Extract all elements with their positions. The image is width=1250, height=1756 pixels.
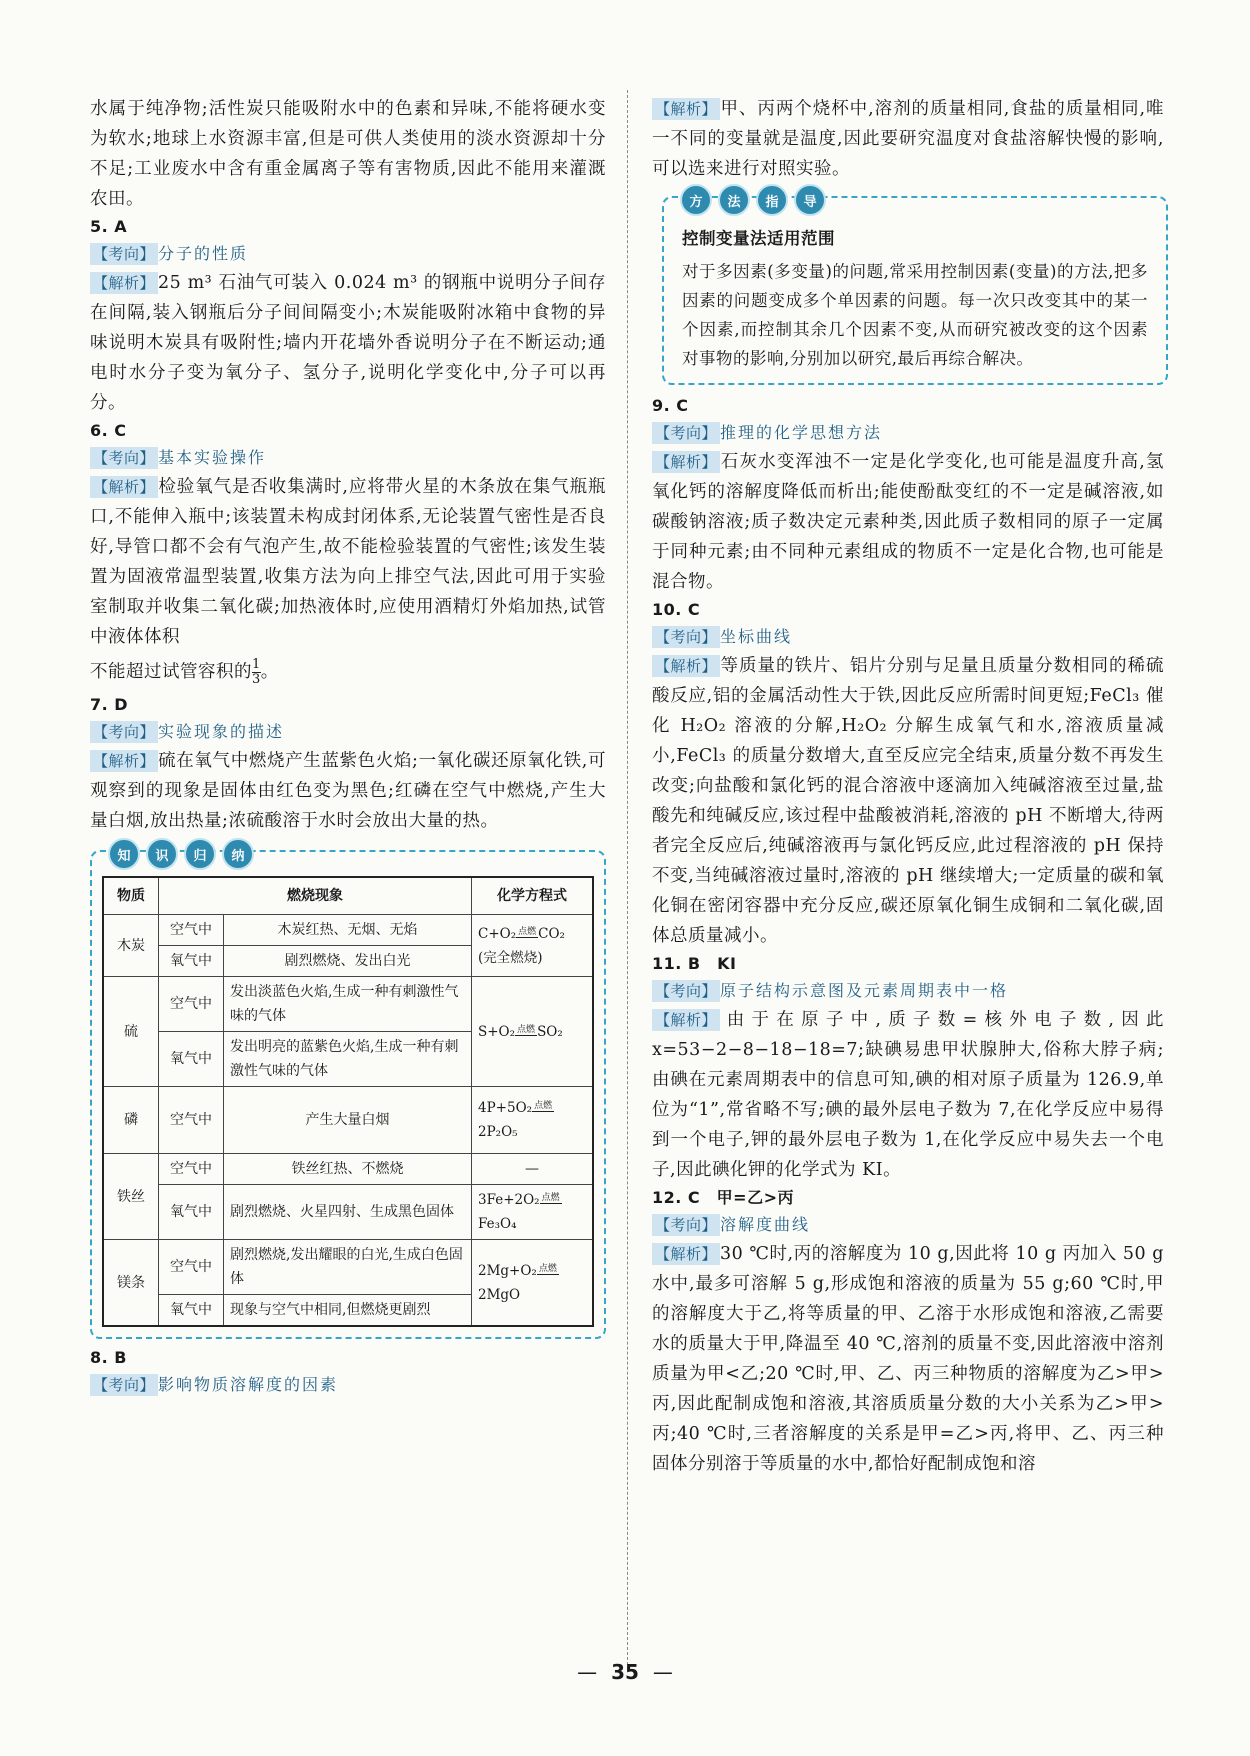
eq-condition: 点燃: [517, 1024, 536, 1035]
header-phenomenon: 燃烧现象: [159, 877, 472, 915]
equation-cell: [472, 1240, 594, 1327]
q6-topic: 基本实验操作: [158, 448, 267, 467]
q10-topic-tag: 【考向】: [652, 626, 720, 648]
column-divider: [627, 90, 628, 1670]
q11-topic-tag: 【考向】: [652, 980, 720, 1002]
fraction-numerator: 1: [252, 657, 261, 672]
header-substance: 物质: [103, 877, 159, 915]
q6-topic-line: [90, 444, 606, 472]
q6-analysis-tail: [90, 652, 606, 692]
badge-char: 方: [680, 184, 712, 216]
fraction-denominator: 3: [252, 672, 261, 687]
substance-cell: 铁丝: [103, 1154, 159, 1240]
q10-analysis-text: 等质量的铁片、铝片分别与足量且质量分数相同的稀硫酸反应,铝的金属活动性大于铁,因此反应所需时间更短;FeCl₃ 催化 H₂O₂ 溶液的分解,H₂O₂ 分解生成氧气和水,溶液质量减小,FeCl₃ 的质量分数增大,直至反应完全结束,质量分数不再发生改变;向盐酸和氯化钙的混合溶液中逐滴加入纯碱溶液至过量,盐酸先和纯碱反应,该过程中盐酸被消耗,溶液的 pH 不断增大,待两者完全反应后,纯碱溶液再与氯化钙反应,此过程溶液的 pH 保持不变,当纯碱溶液过量时,溶液的 pH 继续增大;一定质量的碳和氧化铜在密闭容器中充分反应,碳还原氧化铜生成铜和二氧化碳,固体总质量减小。: [652, 656, 1164, 946]
table-header-row: [103, 877, 593, 915]
q7-topic: 实验现象的描述: [158, 722, 285, 741]
q12-topic: 溶解度曲线: [720, 1215, 811, 1234]
q6-topic-tag: 【考向】: [90, 447, 158, 469]
phenomenon-cell: 木炭红热、无烟、无焰: [224, 915, 472, 946]
equation-cell: [472, 1185, 594, 1240]
q11-analysis-tag: 【解析】: [652, 1009, 720, 1031]
condition-cell: 氧气中: [159, 946, 224, 977]
q5-topic-line: [90, 240, 606, 268]
q5-analysis-tag: 【解析】: [90, 272, 158, 294]
eq-products: CO₂: [538, 925, 565, 942]
combustion-table: [102, 876, 594, 1327]
table-row: [103, 1154, 593, 1185]
q7-analysis-text: 硫在氧气中燃烧产生蓝紫色火焰;一氧化碳还原氧化铁,可观察到的现象是固体由红色变为黑色;红磷在空气中燃烧,产生大量白烟,放出热量;浓硫酸溶于水时会放出大量的热。: [90, 751, 606, 831]
q7-topic-tag: 【考向】: [90, 721, 158, 743]
badge-char: 归: [184, 838, 216, 870]
eq-reactants: 3Fe+2O₂: [478, 1192, 540, 1208]
q8-topic: 影响物质溶解度的因素: [158, 1375, 339, 1394]
badge-char: 指: [756, 184, 788, 216]
q12-topic-line: [652, 1211, 1164, 1239]
equation-cell: [472, 977, 594, 1087]
eq-products: 2P₂O₅: [478, 1124, 518, 1140]
guide-title: 控制变量法适用范围: [682, 229, 835, 248]
q6-analysis: [90, 472, 606, 652]
q11-analysis: [652, 1005, 1164, 1185]
condition-cell: 空气中: [159, 1240, 224, 1295]
q12-topic-tag: 【考向】: [652, 1214, 720, 1236]
q9-topic-line: [652, 419, 1164, 447]
method-guide-box: [662, 196, 1168, 385]
q7-analysis-tag: 【解析】: [90, 750, 158, 772]
eq-reactants: C+O₂: [478, 925, 517, 942]
table-row: [103, 1087, 593, 1154]
q10-topic: 坐标曲线: [720, 627, 793, 646]
q7-answer: 7. D: [90, 695, 129, 714]
page-number: [0, 1660, 1250, 1684]
q5-analysis-text: 25 m³ 石油气可装入 0.024 m³ 的钢瓶中说明分子间存在间隔,装入钢瓶后分子间间隔变小;木炭能吸附冰箱中食物的异味说明木炭具有吸附性;墙内开花墙外香说明分子在不断运动;通电时水分子变为氧分子、氢分子,说明化学变化中,分子可以再分。: [90, 273, 606, 413]
equation-cell: —: [472, 1154, 594, 1185]
equation-cell: [472, 1087, 594, 1154]
phenomenon-cell: 剧烈燃烧、火星四射、生成黑色固体: [224, 1185, 472, 1240]
phenomenon-cell: 发出淡蓝色火焰,生成一种有刺激性气味的气体: [224, 977, 472, 1032]
q8-answer: 8. B: [90, 1348, 127, 1367]
badge-char: 纳: [222, 838, 254, 870]
phenomenon-cell: 发出明亮的蓝紫色火焰,生成一种有刺激性气味的气体: [224, 1032, 472, 1087]
eq-condition: 点燃: [534, 1101, 553, 1111]
q12-analysis-text: 30 ℃时,丙的溶解度为 10 g,因此将 10 g 丙加入 50 g 水中,最多可溶解 5 g,形成饱和溶液的质量为 55 g;60 ℃时,甲的溶解度大于乙,将等质量的甲、乙溶于水形成饱和溶液,乙需要水的质量大于甲,降温至 40 ℃,溶剂的质量不变,因此溶液中溶剂质量为甲<乙;20 ℃时,甲、乙、丙三种物质的溶解度为乙>甲>丙,因此配制成饱和溶液,其溶质质量分数的大小关系为乙>甲>丙;40 ℃时,三者溶解度的关系是甲=乙>丙,将甲、乙、丙三种固体分别溶于等质量的水中,都恰好配制成饱和溶: [652, 1244, 1164, 1474]
badge-char: 法: [718, 184, 750, 216]
q10-analysis-tag: 【解析】: [652, 655, 720, 677]
q5-topic: 分子的性质: [158, 244, 249, 263]
eq-condition: 点燃: [538, 1263, 557, 1274]
q6-analysis-text: 检验氧气是否收集满时,应将带火星的木条放在集气瓶瓶口,不能伸入瓶中;该装置未构成封闭体系,无论装置气密性是否良好,导管口都不会有气泡产生,故不能检验装置的气密性;该发生装置为固液常温型装置,收集方法为向上排空气法,因此可用于实验室制取并收集二氧化碳;加热液体时,应使用酒精灯外焰加热,试管中液体体积: [90, 477, 606, 647]
phenomenon-cell: 铁丝红热、不燃烧: [224, 1154, 472, 1185]
eq-products: SO₂: [537, 1023, 563, 1040]
q9-analysis: [652, 447, 1164, 597]
eq-reactants: 2Mg+O₂: [478, 1262, 537, 1279]
q9-topic: 推理的化学思想方法: [720, 423, 883, 442]
q6-tail-end: 。: [260, 662, 279, 682]
badge-char: 导: [794, 184, 826, 216]
condition-cell: 氧气中: [159, 1185, 224, 1240]
eq-reactants: 4P+5O₂: [478, 1100, 533, 1116]
q11-analysis-text: 由于在原子中,质子数=核外电子数,因此 x=53−2−8−18−18=7;缺碘易患甲状腺肿大,俗称大脖子病;由碘在元素周期表中的信息可知,碘的相对原子质量为 126.9,单位为“1”,常省略不写;碘的最外层电子数为 7,在化学反应中易得到一个电子,钾的最外层电子数为 1,在化学反应中易失去一个电子,因此碘化钾的化学式为 KI。: [652, 1010, 1164, 1180]
phenomenon-cell: 剧烈燃烧、发出白光: [224, 946, 472, 977]
condition-cell: 空气中: [159, 1154, 224, 1185]
q9-answer: 9. C: [652, 396, 689, 415]
left-column: [90, 94, 606, 1399]
q12-analysis-tag: 【解析】: [652, 1243, 720, 1265]
condition-cell: 氧气中: [159, 1295, 224, 1327]
phenomenon-cell: 现象与空气中相同,但燃烧更剧烈: [224, 1295, 472, 1327]
phenomenon-cell: 剧烈燃烧,发出耀眼的白光,生成白色固体: [224, 1240, 472, 1295]
q12-answer: 12. C 甲=乙>丙: [652, 1188, 794, 1207]
page-number-text: 35: [611, 1660, 639, 1684]
q11-topic-line: [652, 977, 1164, 1005]
q7-analysis: [90, 746, 606, 836]
knowledge-summary-box: [90, 850, 606, 1339]
eq-products: 2MgO: [478, 1286, 521, 1303]
q5-answer: 5. A: [90, 217, 128, 236]
substance-cell: 木炭: [103, 915, 159, 977]
q8-analysis: [652, 94, 1164, 184]
q6-analysis-tag: 【解析】: [90, 476, 158, 498]
q9-topic-tag: 【考向】: [652, 422, 720, 444]
right-column: [652, 94, 1164, 1479]
q5-analysis: [90, 268, 606, 418]
q8-topic-tag: 【考向】: [90, 1374, 158, 1396]
q9-analysis-tag: 【解析】: [652, 451, 720, 473]
one-third-fraction: [252, 658, 261, 687]
header-equation: 化学方程式: [472, 877, 594, 915]
q12-analysis: [652, 1239, 1164, 1479]
eq-note: (完全燃烧): [478, 949, 543, 966]
badge-char: 识: [146, 838, 178, 870]
condition-cell: 氧气中: [159, 1032, 224, 1087]
q9-analysis-text: 石灰水变浑浊不一定是化学变化,也可能是温度升高,氢氧化钙的溶解度降低而析出;能使酚酞变红的不一定是碱溶液,如碳酸钠溶液;质子数决定元素种类,因此质子数相同的原子一定属于同种元素;由不同种元素组成的物质不一定是化合物,也可能是混合物。: [652, 452, 1164, 592]
guide-badges: [680, 184, 826, 216]
eq-products: Fe₃O₄: [478, 1216, 517, 1232]
q11-answer: 11. B KI: [652, 954, 737, 973]
q8-topic-line: [90, 1371, 606, 1399]
substance-cell: 镁条: [103, 1240, 159, 1327]
guide-text: 对于多因素(多变量)的问题,常采用控制因素(变量)的方法,把多因素的问题变成多个单因素的问题。每一次只改变其中的某一个因素,而控制其余几个因素不变,从而研究被改变的这个因素对事物的影响,分别加以研究,最后再综合解决。: [682, 262, 1148, 368]
knowledge-badges: [108, 838, 254, 870]
q10-topic-line: [652, 623, 1164, 651]
table-row: [103, 915, 593, 946]
condition-cell: 空气中: [159, 977, 224, 1032]
q4-analysis-continued: 水属于纯净物;活性炭只能吸附水中的色素和异味,不能将硬水变为软水;地球上水资源丰富,但是可供人类使用的淡水资源却十分不足;工业废水中含有重金属离子等有害物质,因此不能用来灌溉农田。: [90, 99, 606, 209]
q8-analysis-text: 甲、丙两个烧杯中,溶剂的质量相同,食盐的质量相同,唯一不同的变量就是温度,因此要研究温度对食盐溶解快慢的影响,可以选来进行对照实验。: [652, 99, 1164, 179]
badge-char: 知: [108, 838, 140, 870]
condition-cell: 空气中: [159, 915, 224, 946]
q7-topic-line: [90, 718, 606, 746]
phenomenon-cell: 产生大量白烟: [224, 1087, 472, 1154]
condition-cell: 空气中: [159, 1087, 224, 1154]
substance-cell: 磷: [103, 1087, 159, 1154]
table-row: [103, 1240, 593, 1295]
q11-topic: 原子结构示意图及元素周期表中一格: [720, 981, 1009, 1000]
substance-cell: 硫: [103, 977, 159, 1087]
q6-tail-text: 不能超过试管容积的: [90, 662, 252, 682]
q6-answer: 6. C: [90, 421, 127, 440]
table-row: [103, 1185, 593, 1240]
q5-topic-tag: 【考向】: [90, 243, 158, 265]
q10-answer: 10. C: [652, 600, 701, 619]
q10-analysis: [652, 651, 1164, 951]
eq-condition: 点燃: [541, 1193, 560, 1203]
q8-analysis-tag: 【解析】: [652, 98, 720, 120]
table-row: [103, 977, 593, 1032]
eq-reactants: S+O₂: [478, 1023, 516, 1040]
equation-cell: [472, 915, 594, 977]
eq-condition: 点燃: [518, 926, 537, 937]
